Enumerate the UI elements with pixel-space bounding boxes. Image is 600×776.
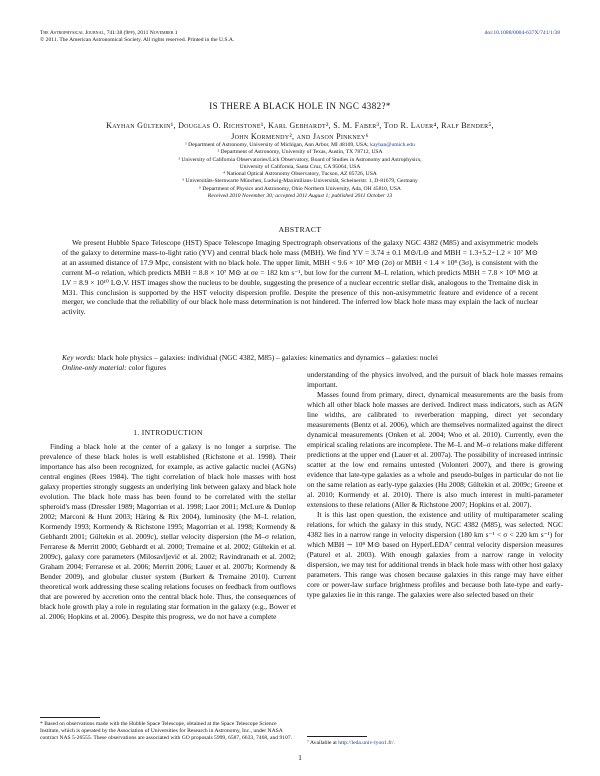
author-email-link[interactable]: kayhan@umich.edu <box>370 142 415 148</box>
hyperleda-link[interactable]: http://leda.univ-lyon1.fr/. <box>338 740 395 746</box>
online-material-text: color figures <box>128 362 167 372</box>
affiliation-4: ⁴ National Optical Astronomy Observatory, Tucson, AZ 85726, USA <box>223 171 377 178</box>
affiliations <box>60 142 540 200</box>
footnote-rule-right <box>307 736 367 737</box>
author-line-2: John Kormendy², and Jason Pinkney⁶ <box>231 132 369 141</box>
affiliation-3-cont: University of California, Santa Cruz, CA 95064, USA <box>239 163 361 170</box>
footnote-right-label: ⁷ Available at <box>307 740 337 746</box>
author-line-1: Kayhan Gültekin¹, Douglas O. Richstone¹, Karl Gebhardt², S. M. Faber³, Tod R. Lauer⁴, Ralf Bender⁵, <box>106 121 494 130</box>
journal-header <box>40 30 234 44</box>
intro-paragraph-2: Masses found from primary, direct, dynamical measurements are the basis from which all other black hole masses are derived. Indirect mass indicators, such as AGN line widths, are calibrated to reverberation mapping, direct yet secondary measurements (Bentz et al. 2006), which are themselves normalized against the direct dynamical measurements (Onken et al. 2004; Woo et al. 2010). Currently, even the empirical scaling relations are incomplete. The M–L and M–σ relations make different predictions at the upper end (Lauer et al. 2007a). The possibility of increased intrinsic scatter at the low end remains untested (Volonteri 2007), and there is growing evidence that late-type galaxies as a whole and pseudo-bulges in particular do not lie on the same relation as early-type galaxies (Hu 2008; Gültekin et al. 2009c; Greene et al. 2010; Kormendy et al. 2010). There is also much interest in multi-parameter extensions to these relations (Aller & Richstone 2007; Hopkins et al. 2007). <box>307 390 563 509</box>
footnote-right <box>307 740 563 747</box>
affiliation-2: ² Department of Astronomy, University of Texas, Austin, TX 78712, USA <box>217 149 383 156</box>
doi-link[interactable]: doi:10.1088/0004-637X/741/1/38 <box>484 30 560 36</box>
affiliation-1: ¹ Department of Astronomy, University of Michigan, Ann Arbor, MI 48109, USA; <box>185 142 369 148</box>
footnote-rule-left <box>40 717 100 718</box>
footnote-left: * Based on observations made with the Hubble Space Telescope, obtained at the Space Telescope Science Institute, which is operated by the Association of Universities for Research in Astronomy, Inc., under NASA contract NAS 5-26555. These observations are associated with GO proposals 5999, 6587, 6633, 7468, and 9107. <box>40 721 293 742</box>
copyright-line: © 2011. The American Astronomical Society. All rights reserved. Printed in the U.S.A. <box>40 37 235 43</box>
keywords-label: Key words: <box>62 353 96 362</box>
online-material-label: Online-only material: <box>62 362 127 372</box>
journal-citation: The Astrophysical Journal, 741:38 (9pp), 2011 November 1 <box>40 30 178 36</box>
intro-paragraph-3: It is this last open question, the existence and utility of multiparameter scaling relations, for which the galaxy in this study, NGC 4382 (M85), was selected. NGC 4382 lies in a narrow range in velocity dispersion (180 km s⁻¹ < σ < 220 km s⁻¹) for which MBH ∼ 10⁸ M⊙ based on HyperLEDA⁷ central velocity dispersion measures (Paturel et al. 2003). With enough galaxies from a narrow range in velocity dispersion, we may test for additional trends in black hole mass with other host galaxy parameters. This range was chosen because galaxies in this range may have either core or power-law surface brightness profiles and because both late-type and early-type galaxies lie in this range. The galaxies were also selected based on their <box>307 510 563 599</box>
left-column <box>40 442 296 622</box>
intro-paragraph-1: Finding a black hole at the center of a galaxy is no longer a surprise. The prevalence of these black holes is well established (Richstone et al. 1998). Their importance has also been recognized, for example, as active galactic nuclei (AGNs) central engines (Rees 1984). The tight correlation of black hole masses with host galaxy properties strongly suggests an underlying link between galaxy and black hole evolution. The black hole mass has been found to be correlated with the stellar spheroid's mass (Dressler 1989; Magorrian et al. 1998; Laor 2001; McLure & Dunlop 2002; Marconi & Hunt 2003; Häring & Rix 2004), luminosity (the M–L relation, Kormendy 1993; Kormendy & Richstone 1995; Magorrian et al. 1998; Kormendy & Gebhardt 2001; Gültekin et al. 2009c), stellar velocity dispersion (the M–σ relation, Ferrarese & Merritt 2000; Gebhardt et al. 2000; Tremaine et al. 2002; Gültekin et al. 2009c), galaxy core parameters (Milosavljević et al. 2002; Ravindranath et al. 2002; Graham 2004; Ferrarese et al. 2006; Merritt 2006; Lauer et al. 2007b; Kormendy & Bender 2009), and globular cluster system (Burkert & Tremaine 2010). Current theoretical work addressing these scaling relations focuses on feedback from outflows that are powered by accretion onto the central black hole. Thus, the consequences of black hole growth play a role in regulating star formation in the galaxy (e.g., Bower et al. 2006; Hopkins et al. 2006). Despite this progress, we do not have a complete <box>40 442 296 621</box>
received-dates: Received 2010 November 30; accepted 2011 August 1; published 2011 October 13 <box>207 193 393 200</box>
right-column <box>307 370 563 600</box>
affiliation-3: ³ University of California Observatories/Lick Observatory, Board of Studies in Astronomy and Astrophysics, <box>178 156 422 163</box>
author-list <box>60 120 540 142</box>
section-heading-introduction: 1. INTRODUCTION <box>133 428 203 437</box>
affiliation-5: ⁵ Universitäts-Sternwarte München, Ludwig-Maximilians-Universität, Scheinerstr. 1, D-81679, Germany <box>182 178 418 185</box>
keywords-text: black hole physics – galaxies: individual (NGC 4382, M85) – galaxies: kinematics and dynamics – galaxies: nuclei <box>97 353 438 362</box>
intro-paragraph-1-cont: understanding of the physics involved, and the pursuit of black hole masses remains important. <box>307 370 563 389</box>
page-number: 1 <box>298 753 302 762</box>
abstract-heading: ABSTRACT <box>278 225 322 234</box>
abstract-block <box>62 238 538 317</box>
affiliation-6: ⁶ Department of Physics and Astronomy, Ohio Northern University, Ada, OH 45810, USA <box>199 185 401 192</box>
abstract-text: We present Hubble Space Telescope (HST) Space Telescope Imaging Spectrograph observations of the galaxy NGC 4382 (M85) and axisymmetric models of the galaxy to determine mass-to-light ratio (ΥV) and central black hole mass (MBH). We find ΥV = 3.74 ± 0.1 M⊙/L⊙ and MBH = 1.3+5.2−1.2 × 10⁷ M⊙ at an assumed distance of 17.9 Mpc, consistent with no black hole. The upper limit, MBH < 9.6 × 10⁷ M⊙ (2σ) or MBH < 1.4 × 10⁸ (3σ), is consistent with the current M–σ relation, which predicts MBH = 8.8 × 10⁷ M⊙ at σe = 182 km s⁻¹, but low for the current M–L relation, which predicts MBH = 7.8 × 10⁸ M⊙ at LV = 8.9 × 10¹⁰ L⊙,V. HST images show the nucleus to be double, suggesting the presence of a nuclear eccentric stellar disk, analogous to the Tremaine disk in M31. This conclusion is supported by the HST velocity dispersion profile. Despite the presence of this non-axisymmetric feature and evidence of a recent merger, we conclude that the reliability of our black hole mass determination is not hindered. The inferred low black hole mass may explain the lack of nuclear activity. <box>62 238 538 317</box>
keywords-line <box>62 353 538 363</box>
paper-title: IS THERE A BLACK HOLE IN NGC 4382?* <box>209 101 391 111</box>
